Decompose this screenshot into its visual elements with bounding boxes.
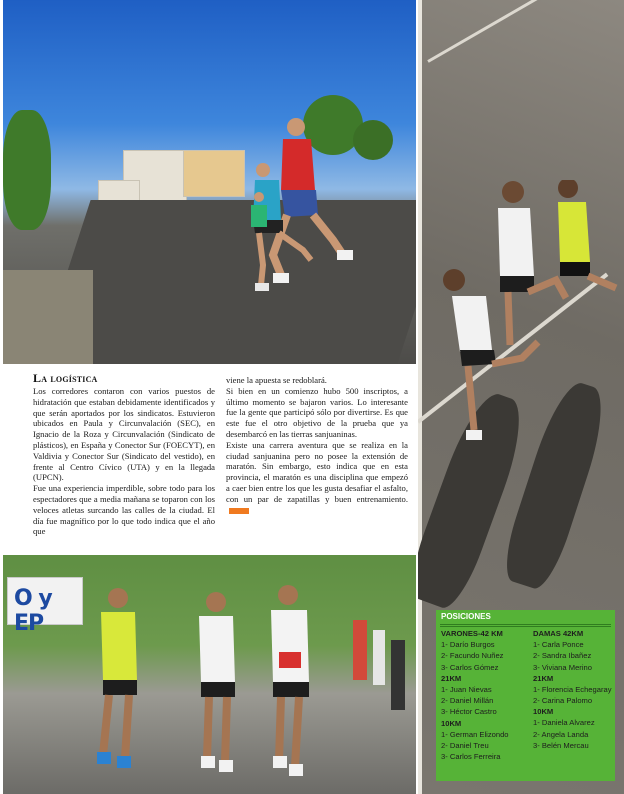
results-entry: 3- Carlos Ferreira (441, 752, 501, 762)
end-mark-icon (229, 508, 249, 514)
results-category-title: 21KM (441, 673, 462, 683)
results-category (533, 706, 613, 751)
results-entry: 2- Facundo Nuñez (441, 651, 504, 661)
photo-runners-road (3, 555, 416, 794)
results-category-title: DAMAS 42KM (533, 629, 584, 638)
results-category-title: VARONES-42 KM (441, 629, 503, 638)
article-la-logistica (33, 371, 418, 553)
results-category (441, 718, 529, 763)
results-entry: 1- German Elizondo (441, 729, 509, 739)
results-entry: 2- Angela Landa (533, 729, 589, 739)
results-divider (440, 626, 611, 627)
sponsor-banner-text: O y EP (14, 586, 52, 636)
results-category-title: 10KM (533, 707, 554, 717)
results-column-women (533, 628, 613, 751)
article-heading: La logística (33, 371, 98, 385)
results-category (533, 628, 613, 673)
results-entry: 3- Carlos Gómez (441, 662, 499, 672)
results-entry: 1- Florencia Echegaray (533, 684, 612, 694)
article-column-1 (33, 371, 215, 537)
article-paragraph (226, 440, 408, 516)
results-entry: 3- Viviana Merino (533, 662, 592, 672)
article-column-2 (226, 375, 408, 515)
results-entry: 3- Héctor Castro (441, 707, 497, 717)
article-paragraph-text: Existe una carrera aventura que se realiza en la ciudad sanjuanina pero no posee la extensión de maratón. Sin embargo, esto indica que en esta provincia, el maratón es una disciplina que empezó a caer bien entre los que les gusta desafiar el asfalto, con un par de zapatillas y buen entrenamiento. (226, 439, 408, 504)
results-category (441, 673, 529, 718)
results-category (533, 673, 613, 707)
results-column-men (441, 628, 529, 763)
results-category (441, 628, 529, 673)
results-entry: 2- Daniel Treu (441, 741, 489, 751)
results-entry: 2- Sandra Ibañez (533, 651, 592, 661)
results-category-title: 10KM (441, 718, 462, 728)
results-entry: 3- Belén Mercau (533, 741, 589, 751)
results-entry: 1- Carla Ponce (533, 640, 584, 649)
article-paragraph: Los corredores contaron con varios puestos de hidratación que estaban debidamente identificados y que serán aportados por los sindicatos. Estuvieron ubicados en Paula y Circunvalación (SEC), en Ignacio de la Roza y Circunvalación (Sindicato de plásticos), en España y Conector Sur (FOECYT), en Valdivia y Conector Sur (Sindicato del vestido), en frente al Centro Cívico (UTA) y en la llegada (UPCN). (33, 386, 215, 483)
article-paragraph: Fue una experiencia imperdible, sobre todo para los espectadores que a media mañana se toparon con los veloces atletas surcando las calles de la ciudad. El día fue magnífico por lo que todo indica que el año que (33, 483, 215, 537)
photo-runners-city-street (3, 0, 416, 364)
results-divider (440, 624, 611, 625)
results-entry: 2- Daniel Millán (441, 696, 494, 706)
results-entry: 1- Darío Burgos (441, 640, 495, 649)
results-entry: 1- Juan Nievas (441, 684, 492, 694)
results-category-title: 21KM (533, 673, 554, 683)
results-title: POSICIONES (441, 612, 491, 621)
results-box (436, 610, 615, 781)
results-entry: 2- Carina Palomo (533, 696, 593, 706)
article-paragraph: viene la apuesta se redoblará. (226, 375, 327, 385)
article-paragraph: Si bien en un comienzo hubo 500 inscriptos, a último momento se bajaron varios. Lo interesante fue la gente que participó sólo por divertirse. Es que este fue el otro objetivo de la prueba que ya desembarcó en las tierras sanjuaninas. (226, 385, 408, 439)
sponsor-banner (7, 577, 83, 636)
results-entry: 1- Daniela Alvarez (533, 718, 595, 728)
